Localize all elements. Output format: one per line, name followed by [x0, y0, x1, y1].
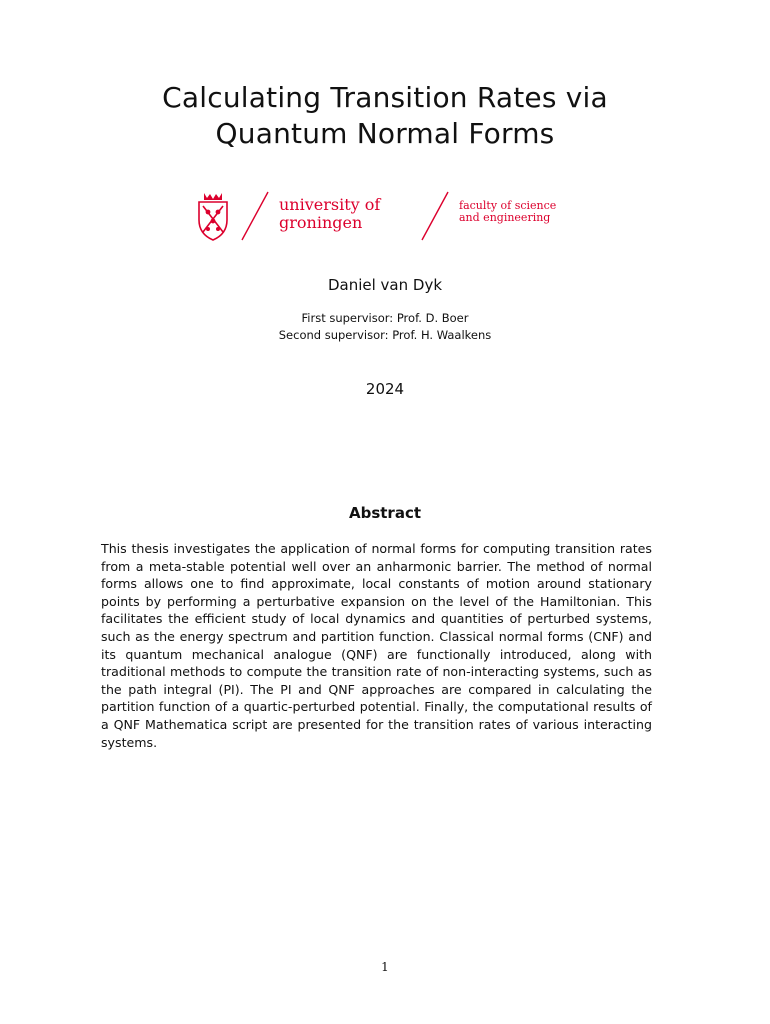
page-number: 1 [381, 960, 389, 974]
second-supervisor: Second supervisor: Prof. H. Waalkens [278, 328, 492, 342]
university-name [279, 196, 380, 232]
logo-row [195, 190, 575, 246]
university-name-line-1: university of [279, 195, 381, 214]
abstract-text: This thesis investigates the application of normal forms for computing transition rates from a meta-stable potential well over an anharmonic barrier. The method of normal forms allows one to find approximate, local constants of motion around stationary points by performing a perturbative expansion on the level of the Hamiltonian. This facilitates the efficient study of local dynamics and quantities of perturbed systems, such as the energy spectrum and partition function. Classical normal forms (CNF) and its quantum mechanical analogue (QNF) are functionally introduced, along with traditional methods to compute the transition rate of non-interacting systems, such as the path integral (PI). The PI and QNF approaches are compared in calculating the partition function of a quartic-perturbed potential. Finally, the computational results of a QNF Mathematica script are presented for the transition rates of various interacting systems. [101, 541, 652, 750]
supervisors [0, 310, 770, 344]
university-crest-icon [195, 190, 231, 242]
first-supervisor: First supervisor: Prof. D. Boer [301, 311, 469, 325]
divider-slash-icon [239, 190, 271, 242]
divider-slash-icon [419, 190, 451, 242]
abstract-heading: Abstract [348, 504, 422, 522]
faculty-name-line-1: faculty of science [459, 199, 557, 212]
author-name: Daniel van Dyk [327, 276, 443, 294]
year: 2024 [365, 380, 405, 398]
title-line-2: Quantum Normal Forms [215, 117, 555, 150]
faculty-name-line-2: and engineering [459, 211, 551, 224]
university-name-line-2: groningen [279, 213, 363, 232]
faculty-name [459, 200, 556, 224]
title-line-1: Calculating Transition Rates via [162, 81, 608, 114]
document-title [0, 80, 770, 152]
